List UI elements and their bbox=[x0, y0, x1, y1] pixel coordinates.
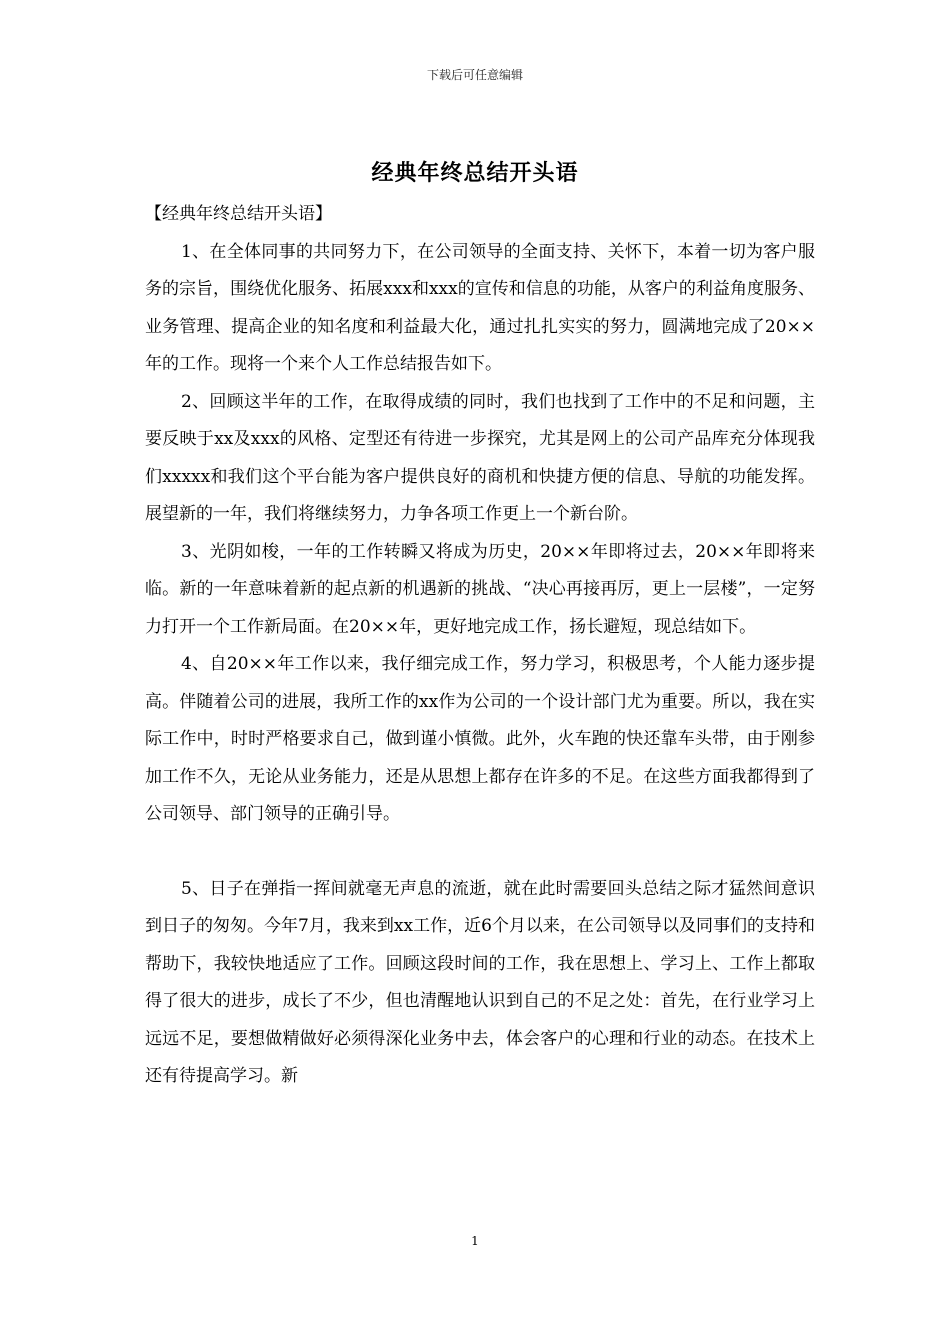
paragraph-2: 2、回顾这半年的工作，在取得成绩的同时，我们也找到了工作中的不足和问题，主要反映于xx及xxx的风格、定型还有待进一步探究，尤其是网上的公司产品库充分体现我们xxxxx和我们这个平台能为客户提供良好的商机和快捷方便的信息、导航的功能发挥。展望新的一年，我们将继续努力，力争各项工作更上一个新台阶。 bbox=[145, 391, 815, 524]
section-heading: 【经典年终总结开头语】 bbox=[145, 204, 332, 224]
paragraph-1: 1、在全体同事的共同努力下，在公司领导的全面支持、关怀下，本着一切为客户服务的宗旨，围绕优化服务、拓展xxx和xxx的宣传和信息的功能，从客户的利益角度服务、业务管理、提高企业的知名度和利益最大化，通过扎扎实实的努力，圆满地完成了20××年的工作。现将一个来个人工作总结报告如下。 bbox=[145, 241, 815, 374]
page-number: 1 bbox=[471, 1234, 479, 1248]
paragraph-spacer bbox=[145, 834, 815, 871]
document-title: 经典年终总结开头语 bbox=[371, 160, 579, 186]
header-note: 下载后可任意编辑 bbox=[426, 68, 523, 82]
paragraph-4: 4、自20××年工作以来，我仔细完成工作，努力学习，积极思考，个人能力逐步提高。伴随着公司的进展，我所工作的xx作为公司的一个设计部门尤为重要。所以，我在实际工作中，时时严格要求自己，做到谨小慎微。此外，火车跑的快还靠车头带，由于刚参加工作不久，无论从业务能力，还是从思想上都存在许多的不足。在这些方面我都得到了公司领导、部门领导的正确引导。 bbox=[145, 654, 815, 824]
paragraph-5: 5、日子在弹指一挥间就毫无声息的流逝，就在此时需要回头总结之际才猛然间意识到日子的匆匆。今年7月，我来到xx工作，近6个月以来，在公司领导以及同事们的支持和帮助下，我较快地适应了工作。回顾这段时间的工作，我在思想上、学习上、工作上都取得了很大的进步，成长了不少，但也清醒地认识到自己的不足之处：首先，在行业学习上远远不足，要想做精做好必须得深化业务中去，体会客户的心理和行业的动态。在技术上还有待提高学习。新 bbox=[145, 878, 815, 1086]
paragraph-3: 3、光阴如梭，一年的工作转瞬又将成为历史，20××年即将过去，20××年即将来临。新的一年意味着新的起点新的机遇新的挑战、“决心再接再厉，更上一层楼”，一定努力打开一个工作新局面。在20××年，更好地完成工作，扬长避短，现总结如下。 bbox=[145, 541, 815, 637]
document-body bbox=[145, 196, 815, 1096]
